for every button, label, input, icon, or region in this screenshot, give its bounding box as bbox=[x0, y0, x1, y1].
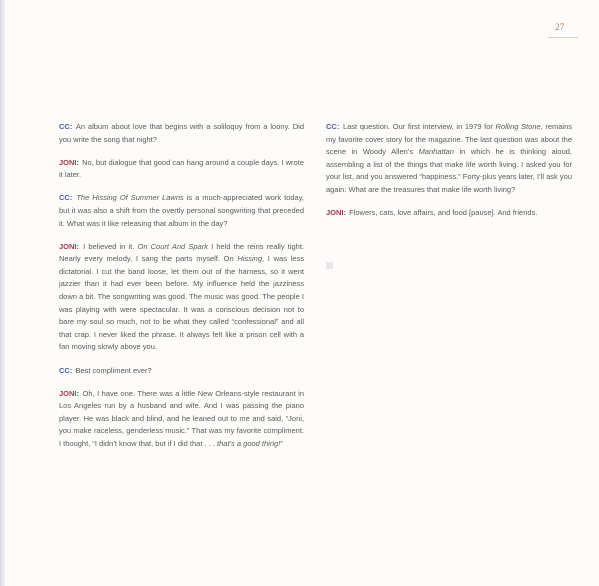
album-title: The Hissing Of Summer Lawns bbox=[76, 193, 184, 203]
magazine-title: Rolling Stone bbox=[495, 122, 541, 131]
paragraph-text: I held the reins really tight. Nearly every melody, I sang the parts myself. On bbox=[59, 241, 304, 264]
speaker-label-cc: CC: bbox=[326, 122, 340, 131]
speaker-label-cc: CC: bbox=[59, 365, 73, 375]
interview-paragraph bbox=[59, 365, 304, 378]
paragraph-text: ” bbox=[280, 438, 283, 448]
interview-paragraph bbox=[59, 192, 304, 230]
page-number-rule bbox=[548, 37, 578, 38]
paragraph-text: No, but dialogue that good can hang around a couple days. I wrote it later. bbox=[59, 157, 304, 180]
end-mark bbox=[326, 262, 333, 269]
paragraph-text: , remains my favorite cover story for the magazine. The last question was about the scene in Woody Allen’s bbox=[326, 122, 572, 157]
paragraph-text: I believed in it. bbox=[83, 241, 138, 251]
album-title: On Court And Spark bbox=[137, 241, 208, 251]
paragraph-text: in which he is thinking aloud, assembling a list of the things that make life worth living. I asked you for your list, and you answered “happiness.” Forty-plus years later, I’ll ask you again: What are the treasures that make life worth living? bbox=[326, 147, 573, 194]
paragraph-text: Best compliment ever? bbox=[75, 365, 152, 375]
interview-paragraph bbox=[59, 121, 304, 146]
paragraph-text: Flowers, cats, love affairs, and food [pause]. And friends. bbox=[349, 208, 538, 218]
interview-paragraph bbox=[326, 207, 572, 220]
speaker-label-joni: JONI: bbox=[59, 388, 80, 398]
paragraph-text: An album about love that begins with a soliloquy from a loony. Did you write the song that night? bbox=[59, 122, 304, 144]
paragraph-text: is a much-appreciated work today, but it was also a shift from the overtly personal songwriting that preceded it. What was it like releasing that album in the day? bbox=[59, 193, 304, 228]
page-number: 27 bbox=[555, 22, 565, 32]
interview-paragraph bbox=[326, 121, 572, 197]
speaker-label-joni: JONI: bbox=[59, 157, 80, 167]
speaker-label-cc: CC: bbox=[59, 193, 73, 203]
speaker-label-joni: JONI: bbox=[59, 241, 80, 251]
speaker-label-cc: CC: bbox=[59, 122, 73, 131]
paragraph-text: Last question. Our first interview, in 1979 for bbox=[342, 122, 496, 131]
paragraph-text: , I was less dictatorial. I cut the band loose, let them out of the harness, so it went jazzier than it had ever been before. My influence held the jazziness down a bit. The songwriting was good. The music was good. The people I was playing with were spectacular. It was a conscious decision not to bare my soul so much, not to be what they called “confessional” and all that crap. I never liked the phrase. It always felt like a prison cell with a fan moving slowly above you. bbox=[59, 254, 304, 352]
speaker-label-joni: JONI: bbox=[326, 208, 347, 218]
left-column bbox=[59, 121, 304, 461]
interview-paragraph bbox=[59, 388, 304, 451]
right-column bbox=[326, 121, 572, 230]
album-title: Hissing bbox=[237, 254, 262, 264]
film-title: Manhattan bbox=[418, 147, 455, 157]
emphasis-text: that’s a good thing! bbox=[217, 438, 281, 448]
interview-paragraph bbox=[59, 157, 304, 182]
page-spine-edge bbox=[0, 0, 5, 586]
interview-paragraph bbox=[59, 241, 304, 354]
paragraph-text: Oh, I have one. There was a little New Orleans-style restaurant in Los Angeles run by a husband and wife. And I was passing the piano player. He was black and blind, and he leaned out to me and said, “Joni, you make raceless, genderless music.” That was my favorite compliment. I thought, “I didn’t know that, but if I did that . . . bbox=[59, 388, 305, 448]
